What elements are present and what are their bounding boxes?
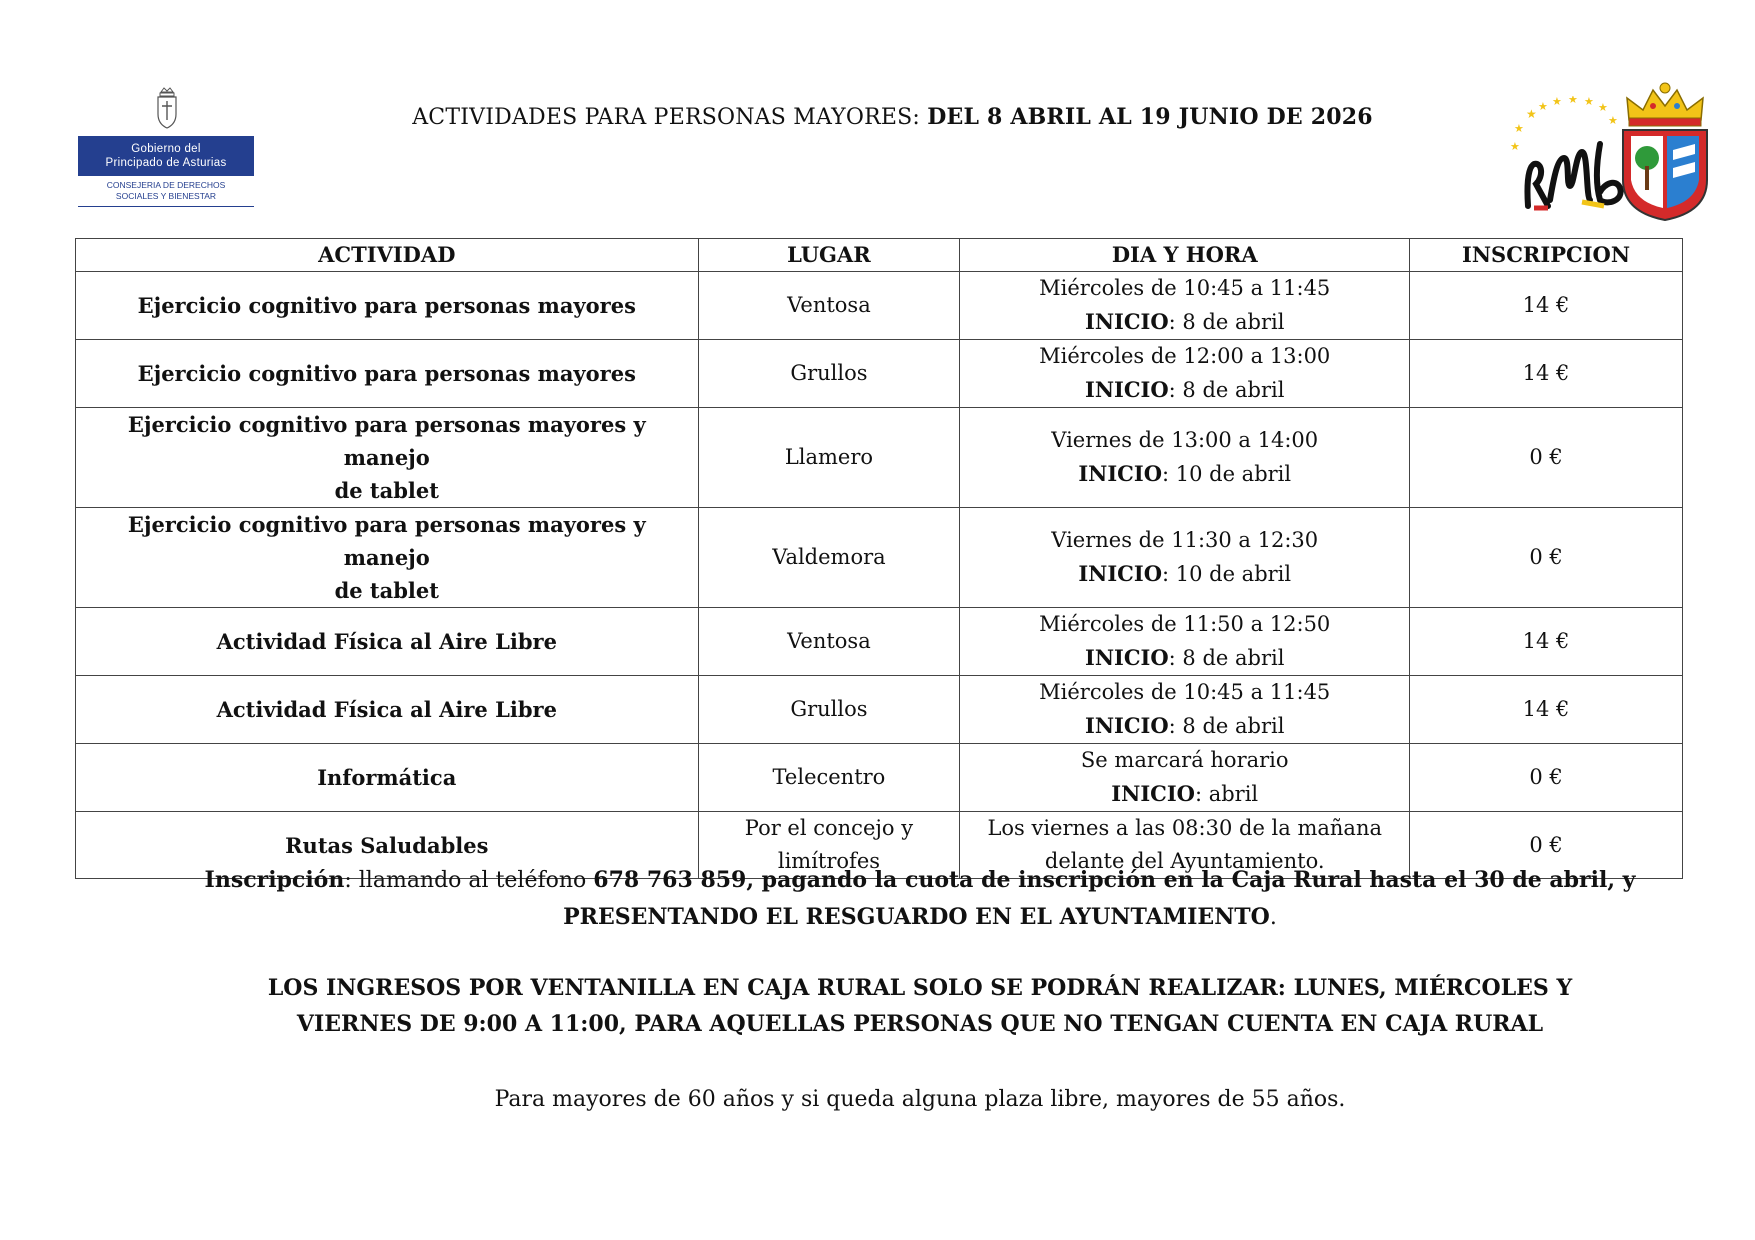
svg-text:★: ★ — [1552, 96, 1562, 108]
payment-line-2: VIERNES DE 9:00 A 11:00, PARA AQUELLAS PERSONAS QUE NO TENGAN CUENTA EN CAJA RURAL — [296, 1011, 1544, 1037]
cell-dia-hora — [960, 676, 1410, 744]
svg-text:★: ★ — [1608, 114, 1618, 127]
schedule-text: Miércoles de 12:00 a 13:00 — [1039, 344, 1331, 368]
table-header-row — [76, 239, 1683, 272]
header-lugar: LUGAR — [698, 239, 960, 272]
cell-precio: 0 € — [1410, 508, 1683, 608]
cell-dia-hora — [960, 408, 1410, 508]
cell-actividad: Rutas Saludables — [76, 812, 699, 879]
cell-actividad: Actividad Física al Aire Libre — [76, 608, 699, 676]
department-underline — [78, 206, 254, 207]
page-title — [300, 104, 1485, 130]
age-requirement-note: Para mayores de 60 años y si queda alguna plaza libre, mayores de 55 años. — [494, 1087, 1346, 1112]
table-row — [76, 408, 1683, 508]
registration-note — [190, 862, 1650, 936]
cell-actividad: Ejercicio cognitivo para personas mayores — [76, 340, 699, 408]
svg-text:★: ★ — [1598, 101, 1608, 114]
title-dates: DEL 8 ABRIL AL 19 JUNIO DE 2026 — [927, 104, 1373, 130]
asturias-crest-icon — [152, 86, 182, 130]
asturias-government-logo — [78, 86, 256, 210]
start-label: INICIO — [1085, 309, 1169, 334]
rmb-logo-icon — [1508, 96, 1628, 214]
start-value: : 10 de abril — [1161, 462, 1292, 486]
table-row — [76, 608, 1683, 676]
activity-line-2: de tablet — [334, 578, 439, 603]
registration-label: Inscripción — [204, 867, 345, 893]
cell-dia-hora — [960, 744, 1410, 812]
cell-lugar: Ventosa — [698, 608, 960, 676]
cell-actividad: Informática — [76, 744, 699, 812]
government-line-2: Principado de Asturias — [105, 157, 227, 169]
cell-precio: 0 € — [1410, 744, 1683, 812]
schedule-line-1: Los viernes a las 08:30 de la mañana — [987, 816, 1382, 840]
schedule-text: Miércoles de 10:45 a 11:45 — [1039, 680, 1331, 704]
start-value: : 10 de abril — [1161, 562, 1292, 586]
registration-end: . — [1269, 905, 1277, 930]
header-actividad: ACTIVIDAD — [76, 239, 699, 272]
activities-table — [75, 238, 1683, 879]
table-row — [76, 340, 1683, 408]
start-label: INICIO — [1085, 645, 1169, 670]
cell-actividad: Ejercicio cognitivo para personas mayores — [76, 272, 699, 340]
start-date — [968, 373, 1401, 407]
schedule-text: Miércoles de 11:50 a 12:50 — [1039, 612, 1331, 636]
svg-text:★: ★ — [1584, 96, 1594, 108]
svg-text:★: ★ — [1568, 96, 1578, 106]
place-line-1: Por el concejo y — [744, 816, 914, 840]
cell-precio: 14 € — [1410, 340, 1683, 408]
table-row — [76, 744, 1683, 812]
cell-dia-hora — [960, 272, 1410, 340]
cell-dia-hora — [960, 340, 1410, 408]
schedule-text: Miércoles de 10:45 a 11:45 — [1039, 276, 1331, 300]
registration-details: 678 763 859, pagando la cuota de inscripción en la Caja Rural hasta el 30 de abril, y PRESENTANDO EL RESGUARDO EN EL AYUNTAMIENTO — [563, 867, 1636, 930]
cell-precio: 0 € — [1410, 812, 1683, 879]
cell-dia-hora — [960, 508, 1410, 608]
cell-actividad: Actividad Física al Aire Libre — [76, 676, 699, 744]
start-date — [968, 457, 1401, 491]
cell-lugar: Valdemora — [698, 508, 960, 608]
start-value: : 8 de abril — [1168, 378, 1285, 402]
payment-hours-note — [200, 970, 1640, 1042]
cell-actividad — [76, 508, 699, 608]
svg-text:★: ★ — [1538, 100, 1548, 113]
schedule-text: Viernes de 13:00 a 14:00 — [1051, 428, 1319, 452]
start-value: : 8 de abril — [1168, 714, 1285, 738]
header-dia-hora: DIA Y HORA — [960, 239, 1410, 272]
schedule-text: Viernes de 11:30 a 12:30 — [1051, 528, 1319, 552]
cell-lugar: Grullos — [698, 676, 960, 744]
cell-lugar: Llamero — [698, 408, 960, 508]
schedule-text: Se marcará horario — [1080, 748, 1289, 772]
start-date — [968, 305, 1401, 339]
table-row — [76, 508, 1683, 608]
activity-line-2: de tablet — [334, 478, 439, 503]
table-row — [76, 676, 1683, 744]
start-date — [968, 641, 1401, 675]
cell-dia-hora — [960, 608, 1410, 676]
schedule-line-2: delante del Ayuntamiento. — [1044, 849, 1325, 873]
start-label: INICIO — [1085, 377, 1169, 402]
start-date — [968, 777, 1401, 811]
start-date — [968, 557, 1401, 591]
start-value: : 8 de abril — [1168, 310, 1285, 334]
cell-actividad — [76, 408, 699, 508]
cell-lugar: Grullos — [698, 340, 960, 408]
svg-text:★: ★ — [1514, 122, 1524, 135]
department-line-2: SOCIALES Y BIENESTAR — [115, 191, 217, 201]
government-name-box — [78, 136, 254, 176]
start-label: INICIO — [1085, 713, 1169, 738]
start-label: INICIO — [1111, 781, 1195, 806]
start-date — [968, 709, 1401, 743]
place-line-2: limítrofes — [777, 849, 881, 873]
department-name — [78, 180, 254, 202]
start-label: INICIO — [1078, 461, 1162, 486]
header-inscripcion: INSCRIPCION — [1410, 239, 1683, 272]
cell-lugar: Ventosa — [698, 272, 960, 340]
government-line-1: Gobierno del — [131, 143, 201, 155]
start-label: INICIO — [1078, 561, 1162, 586]
payment-line-1: LOS INGRESOS POR VENTANILLA EN CAJA RURAL SOLO SE PODRÁN REALIZAR: LUNES, MIÉRCOLES Y — [267, 975, 1573, 1001]
table-row — [76, 272, 1683, 340]
title-prefix: ACTIVIDADES PARA PERSONAS MAYORES: — [412, 105, 928, 130]
svg-text:★: ★ — [1510, 140, 1520, 153]
municipal-coat-of-arms-icon — [1617, 80, 1713, 224]
activity-line-1: Ejercicio cognitivo para personas mayores y manejo — [127, 512, 646, 570]
department-line-1: CONSEJERIA DE DERECHOS — [106, 180, 226, 190]
svg-text:★: ★ — [1526, 107, 1537, 121]
cell-lugar: Telecentro — [698, 744, 960, 812]
start-value: : abril — [1194, 782, 1259, 806]
registration-text: : llamando al teléfono — [344, 868, 594, 893]
start-value: : 8 de abril — [1168, 646, 1285, 670]
cell-precio: 14 € — [1410, 272, 1683, 340]
activity-line-1: Ejercicio cognitivo para personas mayores y manejo — [127, 412, 646, 470]
cell-precio: 14 € — [1410, 676, 1683, 744]
cell-precio: 0 € — [1410, 408, 1683, 508]
cell-precio: 14 € — [1410, 608, 1683, 676]
